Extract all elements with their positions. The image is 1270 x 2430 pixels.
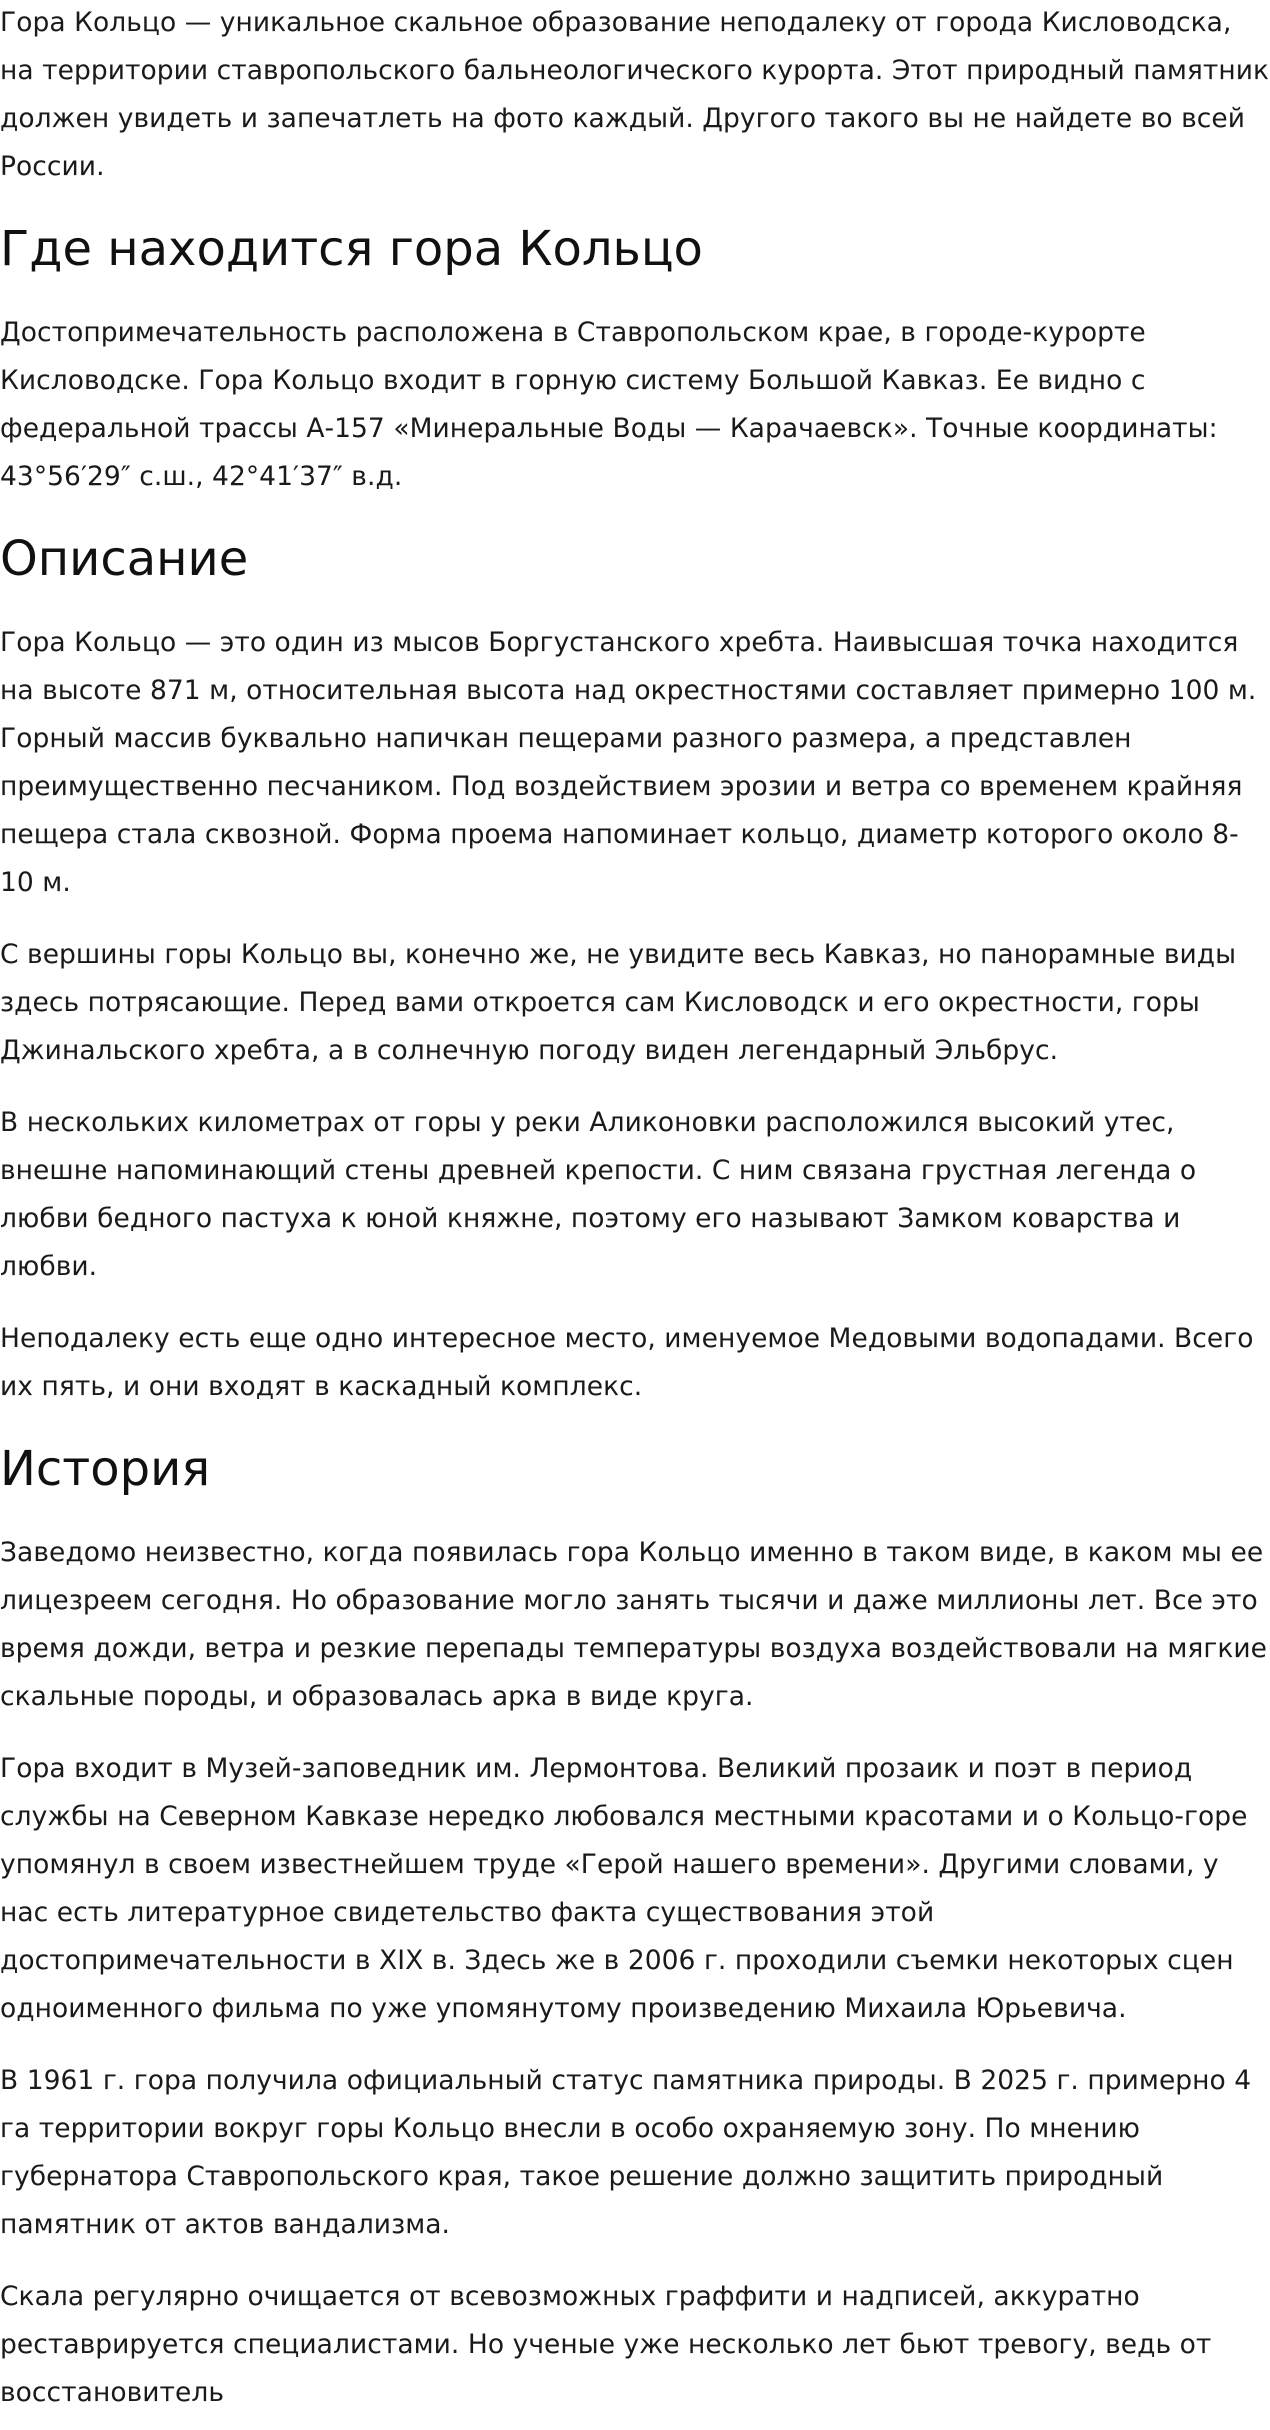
description-paragraph-4: Неподалеку есть еще одно интересное место, именуемое Медовыми водопадами. Всего их пять, и они входят в каскадный комплекс.	[0, 1323, 1254, 1402]
history-paragraph-1: Заведомо неизвестно, когда появилась гора Кольцо именно в таком виде, в каком мы ее лицезреем сегодня. Но образование могло занять тысячи и даже миллионы лет. Все это время дожди, ветра и резкие перепады температуры воздуха воздействовали на мягкие скальные породы, и образовалась арка в виде круга.	[0, 1537, 1268, 1712]
history-paragraph-2: Гора входит в Музей-заповедник им. Лермонтова. Великий прозаик и поэт в период службы на Северном Кавказе нередко любовался местными красотами и о Кольцо-горе упомянул в своем известнейшем труде «Герой нашего времени». Другими словами, у нас есть литературное свидетельство факта существования этой достопримечательности в XIX в. Здесь же в 2006 г. проходили съемки некоторых сцен одноименного фильма по уже упомянутому произведению Михаила Юрьевича.	[0, 1753, 1248, 2024]
history-paragraph-3: В 1961 г. гора получила официальный статус памятника природы. В 2025 г. примерно 4 га территории вокруг горы Кольцо внесли в особо охраняемую зону. По мнению губернатора Ставропольского края, такое решение должно защитить природный памятник от актов вандализма.	[0, 2065, 1252, 2240]
intro-paragraph: Гора Кольцо — уникальное скальное образование неподалеку от города Кисловодска, на территории ставропольского бальнеологического курорта. Этот природный памятник должен увидеть и запечатлеть на фото каждый. Другого такого вы не найдете во всей России.	[0, 7, 1270, 182]
description-paragraph-2: С вершины горы Кольцо вы, конечно же, не увидите весь Кавказ, но панорамные виды здесь потрясающие. Перед вами откроется сам Кисловодск и его окрестности, горы Джинальского хребта, а в солнечную погоду виден легендарный Эльбрус.	[0, 939, 1237, 1066]
heading-history: История	[0, 1441, 211, 1497]
location-paragraph-1: Достопримечательность расположена в Ставропольском крае, в городе-курорте Кисловодске. Гора Кольцо входит в горную систему Большой Кавказ. Ее видно с федеральной трассы А-157 «Минеральные Воды — Карачаевск». Точные координаты: 43°56′29″ с.ш., 42°41′37″ в.д.	[0, 317, 1218, 492]
history-paragraph-4: Скала регулярно очищается от всевозможных граффити и надписей, аккуратно реставрируется специалистами. Но ученые уже несколько лет бьют тревогу, ведь от восстановитель	[0, 2281, 1212, 2408]
description-paragraph-1: Гора Кольцо — это один из мысов Боргустанского хребта. Наивысшая точка находится на высоте 871 м, относительная высота над окрестностями составляет примерно 100 м. Горный массив буквально напичкан пещерами разного размера, а представлен преимущественно песчаником. Под воздействием эрозии и ветра со временем крайняя пещера стала сквозной. Форма проема напоминает кольцо, диаметр которого около 8-10 м.	[0, 627, 1257, 898]
heading-description: Описание	[0, 531, 249, 587]
heading-location: Где находится гора Кольцо	[0, 221, 703, 277]
description-paragraph-3: В нескольких километрах от горы у реки Аликоновки расположился высокий утес, внешне напоминающий стены древней крепости. С ним связана грустная легенда о любви бедного пастуха к юной княжне, поэтому его называют Замком коварства и любви.	[0, 1107, 1197, 1282]
